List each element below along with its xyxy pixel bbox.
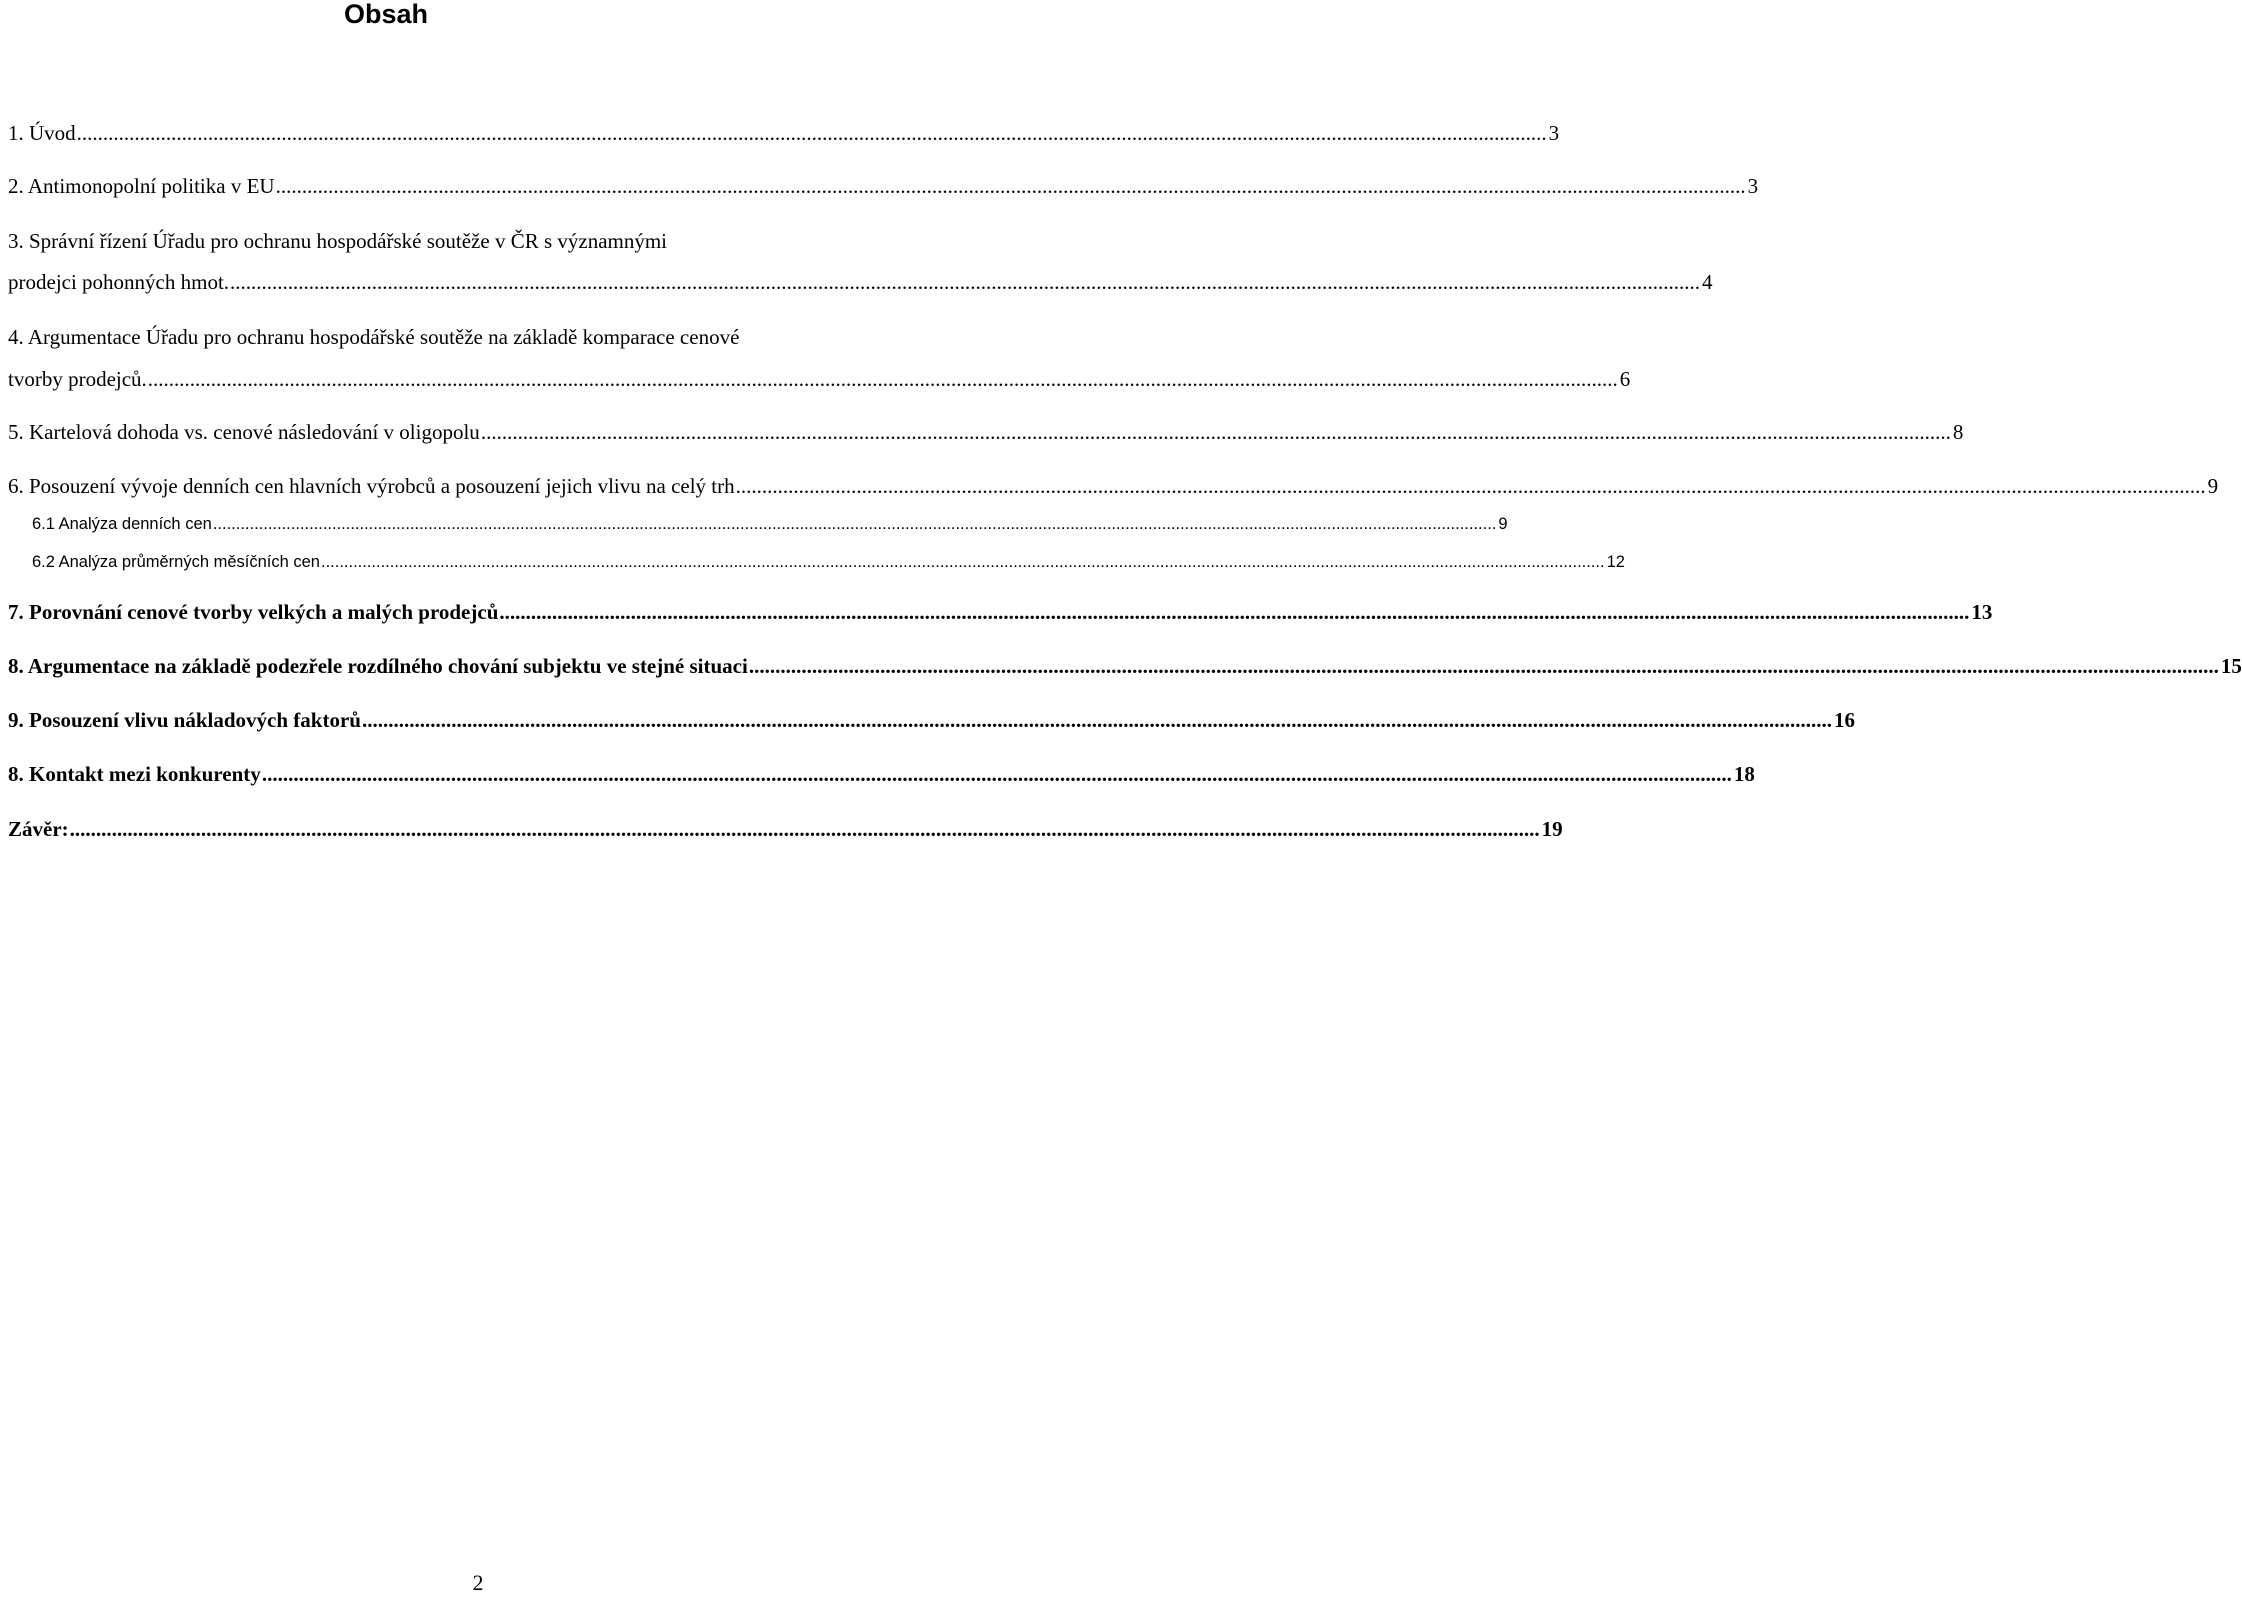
toc-entry-text: 7. Porovnání cenové tvorby velkých a malých prodejců — [8, 600, 499, 624]
toc-entry-argumentace-uradu-line1[interactable] — [8, 325, 962, 349]
toc-dot-leader — [321, 552, 1605, 572]
toc-entry-text: 3. Správní řízení Úřadu pro ochranu hospodářské soutěže v ČR s významnými — [8, 229, 668, 253]
toc-dot-leader — [262, 762, 1732, 786]
toc-entry-nakladove-faktory[interactable] — [8, 708, 1855, 732]
toc-entry-kontakt-mezi-konkurenty[interactable] — [8, 762, 1755, 786]
toc-dot-leader — [148, 367, 1618, 391]
toc-dot-leader — [736, 474, 2206, 498]
toc-entry-page: 13 — [1971, 600, 1993, 624]
toc-entry-text: 5. Kartelová dohoda vs. cenové následování v oligopolu — [8, 420, 480, 444]
toc-entry-page: 9 — [2207, 474, 2219, 498]
toc-entry-page: 6 — [1619, 367, 1631, 391]
toc-dot-leader — [749, 654, 2219, 678]
toc-entry-spravni-rizeni[interactable] — [8, 270, 1713, 294]
toc-entry-page: 4 — [1702, 270, 1713, 294]
page-title: Obsah — [343, 0, 429, 29]
toc-entry-argumentace-podezrele[interactable] — [8, 654, 2242, 678]
toc-entry-kartelova-dohoda[interactable] — [8, 420, 1964, 444]
toc-entry-text: 6.1 Analýza denních cen — [32, 515, 212, 533]
toc-entry-page: 3 — [1548, 121, 1560, 145]
toc-entry-page: 18 — [1733, 762, 1755, 786]
toc-entry-page: 19 — [1541, 817, 1563, 841]
toc-entry-uvod[interactable] — [8, 121, 1560, 145]
toc-entry-page: 16 — [1833, 708, 1855, 732]
toc-entry-zaver[interactable] — [8, 817, 1563, 841]
toc-dot-leader — [276, 174, 1746, 198]
toc-entry-text: 2. Antimonopolní politika v EU — [8, 174, 275, 198]
toc-entry-analyza-prumernych-cen[interactable] — [32, 552, 1625, 572]
toc-entry-page: 8 — [1952, 420, 1964, 444]
toc-dot-leader — [362, 708, 1832, 732]
toc-entry-page: 15 — [2220, 654, 2242, 678]
toc-entry-text: 8. Argumentace na základě podezřele rozdílného chování subjektu ve stejné situaci — [8, 654, 748, 678]
toc-dot-leader — [499, 600, 1969, 624]
toc-dot-leader — [213, 514, 1497, 534]
toc-entry-text: 4. Argumentace Úřadu pro ochranu hospodářské soutěže na základě komparace cenové — [8, 325, 740, 349]
toc-entry-spravni-rizeni-line1[interactable] — [8, 229, 962, 253]
toc-dot-leader — [481, 420, 1951, 444]
toc-entry-text: 8. Kontakt mezi konkurenty — [8, 762, 261, 786]
toc-entry-text: tvorby prodejců. — [8, 367, 147, 391]
toc-entry-analyza-dennich-cen[interactable] — [32, 514, 1508, 534]
toc-dot-leader — [230, 270, 1700, 294]
toc-entry-text: prodejci pohonných hmot. — [8, 270, 230, 294]
toc-entry-argumentace-uradu[interactable] — [8, 367, 1631, 391]
toc-entry-page: 9 — [1498, 515, 1508, 533]
toc-dot-leader — [77, 121, 1547, 145]
toc-entry-text: 9. Posouzení vlivu nákladových faktorů — [8, 708, 361, 732]
toc-entry-page: 12 — [1606, 553, 1625, 571]
toc-entry-text: 1. Úvod — [8, 121, 76, 145]
toc-entry-text: Závěr: — [8, 817, 69, 841]
toc-entry-posouzeni-vyvoje[interactable] — [8, 474, 2219, 498]
toc-entry-text: 6. Posouzení vývoje denních cen hlavních výrobců a posouzení jejich vlivu na celý trh — [8, 474, 735, 498]
toc-entry-text: 6.2 Analýza průměrných měsíčních cen — [32, 553, 320, 571]
toc-entry-porovnani-cenove-tvorby[interactable] — [8, 600, 1993, 624]
toc-entry-page: 3 — [1747, 174, 1759, 198]
toc-entry-antimonopolni-politika[interactable] — [8, 174, 1759, 198]
toc-dot-leader — [70, 817, 1540, 841]
page-number: 2 — [472, 1570, 484, 1595]
